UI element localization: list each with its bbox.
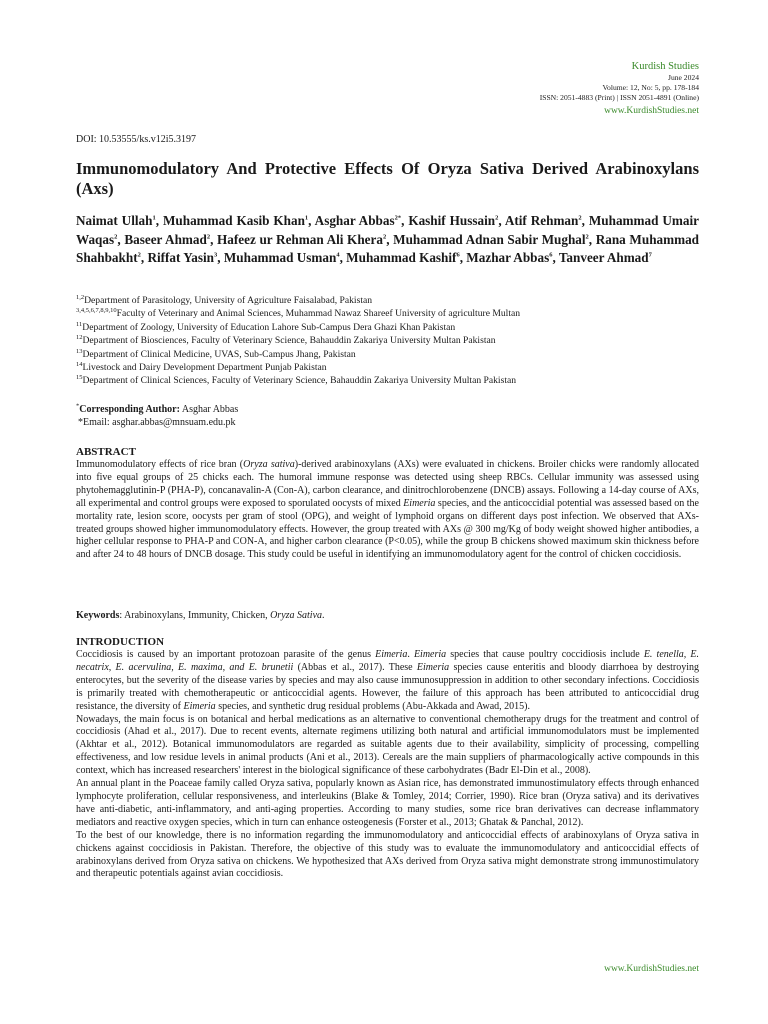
affiliation-item: $^{15}$Department of Clinical Sciences, Faculty of Veterinary Science, Bahauddin Zakariya University Multan Pakistan [76,374,517,387]
paper-title: Immunomodulatory And Protective Effects Of Oryza Sativa Derived Arabinoxylans (Axs) [76,159,699,198]
affiliation-list [76,294,699,388]
author-affiliation-number: 2 [585,233,589,241]
introduction-body [76,649,699,881]
author-name: Muhammad Umair Waqas [76,213,699,247]
keywords-label: Keywords [76,610,120,621]
corresponding-name: Asghar Abbas [179,404,239,415]
author-affiliation-number: 7 [648,251,652,259]
author-name: Naimat Ullah [76,213,153,228]
intro-paragraph-1: Coccidiosis is caused by an important protozoan parasite of the genus Eimeria. Eimeria species that cause poultry coccidiosis include E. tenella, E. necatrix, E. acervulina, E. maxima, and E. brunetii (Abbas et al., 2017). These Eimeria species cause enteritis and bloody diarrhoea by destroying enterocytes, but the severity of the disease varies by species and may also cause immunosuppression in addition to other secondary infections. Coccidiosis is primarily treated with chemotherapeutic or anticoccidial agents. However, the failure of this approach has been attributed to anticoccidial drug resistance, the diversity of Eimeria species, and synthetic drug residual problems (Abu-Akkada and Awad, 2015). [76,649,700,712]
author-affiliation-number: 1 [304,214,309,222]
author-affiliation-number: 3 [214,251,218,259]
corresponding-email[interactable]: *Email: asghar.abbas@mnsuam.edu.pk [78,417,236,428]
issn-info: ISSN: 2051-4883 (Print) | ISSN 2051-4891 (Online) [539,93,699,103]
author-name: Kashif Hussain [408,213,496,228]
author-name: Muhammad Adnan Sabir Mughal [393,231,586,247]
footer-website-link[interactable]: www.KurdishStudies.net [604,964,699,974]
author-name: Riffat Yasin [147,250,214,266]
doi[interactable]: DOI: 10.53555/ks.v12i5.3197 [76,134,196,145]
author-name: Tanveer Ahmad [558,250,649,266]
issue-date: June 2024 [667,73,699,82]
author-name: Muhammad Kashif [346,250,457,266]
intro-paragraph-4: To the best of our knowledge, there is no information regarding the immunomodulatory and anticoccidial effects of arabinoxylans of Oryza sativa in chickens against coccidiosis in Pakistan. Therefore, the objective of this study was to evaluate the immunomodulatory and anticoccidial effects of arabinoxylans derived from Oryza sativa on chickens. We hypothesized that AXs derived from Oryza sativa might demonstrate strong immunostimulatory and therapeutic potentials against avian coccidiosis. [76,829,699,880]
affiliation-item: $^{14}$Livestock and Dairy Development Department Punjab Pakistan [76,360,327,374]
corresponding-label: Corresponding Author: [79,404,180,415]
author-name: Muhammad Kasib Khan [162,213,305,228]
author-affiliation-number: 2 [578,214,582,222]
author-name: Hafeez ur Rehman Ali Khera [217,231,383,247]
keywords: Keywords: Arabinoxylans, Immunity, Chicken, Oryza Sativa. [76,610,325,621]
affiliation-item: $^{13}$Department of Clinical Medicine, UVAS, Sub-Campus Jhang, Pakistan [76,347,356,360]
author-name: Atif Rehman [504,213,579,228]
author-affiliation-number: 2* [394,214,402,222]
author-name: Baseer Ahmad [124,231,207,247]
author-name: Mazhar Abbas [466,250,550,266]
intro-paragraph-3: An annual plant in the Poaceae family called Oryza sativa, popularly known as Asian rice, has demonstrated immunostimulatory effects through enhanced lymphocyte proliferation, cellular responsiveness, and interleukins (Blake & Tomley, 2014; Corrier, 1990). Rice bran (Oryza sativa) and its derivatives have anti-diabetic, anti-inflammatory, and anti-aging properties. According to many studies, some rice bran derivatives can decrease inflammatory mediators and reactive oxygen species, which in turn can enhance osteogenesis (Forster et al., 2013; Ghatak & Panchal, 2012). [76,778,699,828]
author-affiliation-number: 6 [549,251,553,259]
abstract-body: Immunomodulatory effects of rice bran (Oryza sativa)-derived arabinoxylans (AXs) were evaluated in chickens. Broiler chicks were randomly allocated into five equal groups of 25 chicks each. The humoral immune response was detected using sheep RBCs. Cellular immunity was assessed using phytohemagglutinin-P (PHA-P), concanavalin-A (Con-A), carbon clearance, and dinitrochlorobenzene (DNCB) assays. Following a 14-day course of AXs, all experimental and control groups were exposed to sporulated oocysts of mixed Eimeria species, and the anticoccidial potential was assessed based on the mortality rate, lesion score, oocysts per gram of stool (OPG), and weight of lymphoid organs on different days post infection. We observed that AXs-treated groups showed higher immunomodulatory effects. However, the group treated with AXs @ 300 mg/Kg of body weight showed higher antibodies, a higher cellular response to PHA-P and CON-A, and higher carbon clearance (P<0.05), while the group B chickens showed maximum skin thickness before and after 24 to 48 hours of DNCB dosage. This study could be useful in identifying an immunomodulatory agent for the control of chicken coccidiosis. [76,459,700,561]
volume-info: Volume: 12, No: 5, pp. 178-184 [602,83,699,93]
author-affiliation-number: 2 [114,233,118,241]
author-affiliation-number: 2 [137,251,141,259]
author-affiliation-number: 2 [206,233,211,241]
journal-name: Kurdish Studies [631,61,699,72]
author-affiliation-number: 6 [456,251,460,259]
author-list: Naimat Ullah$^1$, Muhammad Kasib Khan$^1$, Asghar Abbas$^{2*}$, Kashif Hussain$^2$, Atif Rehman$^2$, Muhammad Umair Waqas$^2$, Baseer Ahmad$^2$, Hafeez ur Rehman Ali Khera$^2$, Muhammad Adnan Sabir Mughal$^2$, Rana Muhammad Shahbakht$^2$, Riffat Yasin$^3$, Muhammad Usman$^4$, Muhammad Kashif$^6$, Mazhar Abbas$^6$, Tanveer Ahmad$^7$ [76,213,700,266]
author-name: Rana Muhammad Shahbakht [76,231,700,266]
affiliation-item: $^{3,4,5,6,7,8,9,10}$Faculty of Veterinary and Animal Sciences, Muhammad Nawaz Shareef University of agriculture Multan [76,307,521,320]
affiliation-item: $^{1,2}$Department of Parasitology, University of Agriculture Faisalabad, Pakistan [76,293,373,306]
author-affiliation-number: 4 [336,251,340,259]
introduction-heading: INTRODUCTION [76,636,165,648]
affiliation-item: $^{11}$Department of Zoology, University of Education Lahore Sub-Campus Dera Ghazi Khan Pakistan [76,320,456,333]
journal-website-link[interactable]: www.KurdishStudies.net [604,105,699,116]
author-name: Muhammad Usman [223,250,337,266]
author-affiliation-number: 1 [152,214,156,222]
author-affiliation-number: 2 [495,214,499,222]
journal-header [540,61,699,117]
author-affiliation-number: 2 [382,233,387,241]
affiliation-item: $^{12}$Department of Biosciences, Faculty of Veterinary Science, Bahauddin Zakariya University Multan Pakistan [76,334,496,347]
abstract-heading: ABSTRACT [76,446,136,458]
author-name: Asghar Abbas [314,213,395,228]
intro-paragraph-2: Nowadays, the main focus is on botanical and herbal medications as an alternative to conventional chemotherapy drugs for the treatment and control of coccidiosis (Ahad et al., 2017). Due to recent events, alternate regimens utilizing both natural and artificial immunomodulators must be implemented (Akhtar et al., 2012). Botanical immunomodulators are regarded as suitable agents due to their availability, simplicity of processing, compelling effectiveness, and low residue levels in animal products (Ani et al., 2013). Cereals are the main suppliers of pharmacologically active compounds in this context, which has increased researchers' interest in the biological significance of these carbohydrates (Badr El-Din et al., 2008). [76,713,699,777]
corresponding-author [76,403,238,429]
corresponding-star: * [76,402,80,410]
